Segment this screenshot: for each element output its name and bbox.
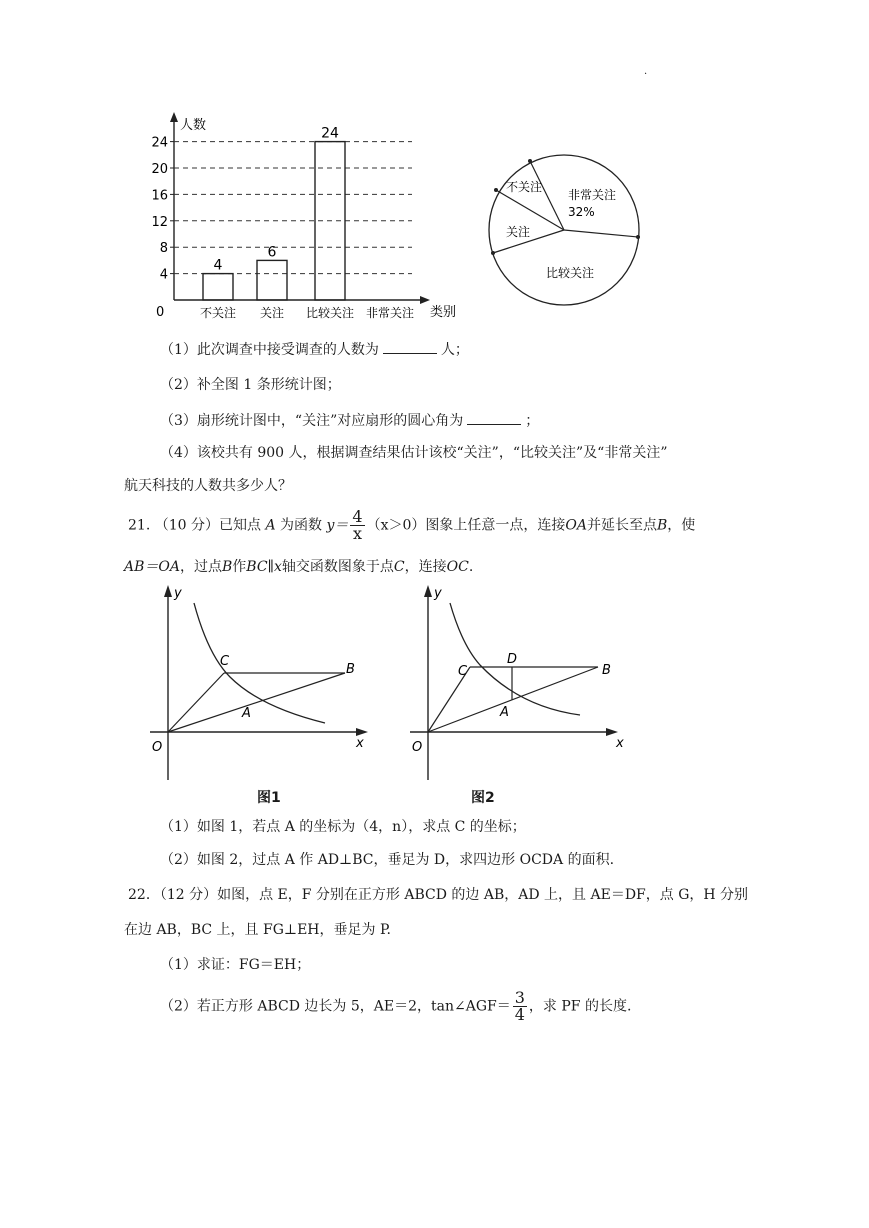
q21-math: C: [393, 559, 405, 575]
fraction-denominator: x: [352, 524, 362, 543]
pie-label-not-concerned: 不关注: [506, 180, 543, 194]
page-mark: .: [644, 66, 648, 77]
slice-point: [494, 188, 498, 192]
y-tick-label: 8: [159, 241, 168, 257]
q21-text: 并延长至点: [586, 517, 657, 534]
answer-blank[interactable]: [383, 339, 437, 354]
q21-text: 为函数: [280, 517, 323, 534]
q21-text: .: [468, 559, 474, 575]
bar-value-labels: [214, 126, 339, 274]
fraction-3-over-4: [513, 990, 527, 1023]
figure-1-caption: 图1: [257, 790, 281, 806]
y-label: y: [434, 586, 442, 601]
point-c-label: C: [220, 654, 230, 669]
q21-math: BC∥x: [246, 559, 282, 575]
y-axis-arrow: [424, 585, 432, 597]
hyperbola-curve: [194, 603, 325, 723]
grid-lines: [170, 142, 412, 274]
origin-o: O: [152, 740, 163, 755]
pie-label-fairly-concerned: 比较关注: [546, 266, 595, 280]
y-tick-label: 4: [159, 267, 168, 283]
bar-value-label: 24: [321, 125, 339, 142]
q22-sub1: （1）求证：FG＝EH；: [160, 957, 311, 973]
segment-ob: [428, 667, 598, 732]
q21-sub1: （1）如图 1，若点 A 的坐标为（4，n），求点 C 的坐标；: [160, 819, 526, 835]
y-tick-label: 20: [151, 162, 168, 177]
y-axis-arrow: [170, 112, 178, 122]
origin-label: 0: [156, 305, 165, 320]
slice-point: [636, 235, 640, 239]
point-b-label: B: [602, 663, 611, 678]
figure-1: [150, 585, 380, 785]
q21-line1: [128, 509, 695, 542]
pie-label-very-concerned: 非常关注: [568, 188, 617, 202]
q20-part2: （2）补全图 1 条形统计图；: [160, 377, 341, 393]
y-tick-label: 16: [151, 188, 168, 204]
fraction-4-over-x: [350, 509, 364, 542]
x-axis-label: 类别: [430, 305, 457, 320]
q21-text: ，使: [667, 517, 696, 534]
segment-ob: [168, 673, 345, 732]
category-label: 不关注: [199, 306, 237, 320]
y-axis-label: 人数: [180, 118, 207, 133]
q20-part1: [160, 339, 469, 360]
fraction-numerator: 4: [352, 507, 363, 526]
x-axis-arrow: [420, 296, 430, 304]
origin-o: O: [412, 740, 423, 755]
slice-divider: [564, 230, 638, 237]
bar: [257, 260, 287, 300]
y-tick-label: 12: [151, 214, 168, 230]
y-tick-labels: [151, 136, 168, 283]
category-label: 比较关注: [305, 306, 355, 320]
q21-text: ，过点: [180, 559, 222, 575]
q21-math: AB＝OA: [124, 559, 180, 575]
category-label: 关注: [259, 306, 285, 320]
q21-text: 轴交函数图象于点: [281, 559, 394, 575]
point-b: B: [656, 517, 668, 534]
q20-part1-text: （1）此次调查中接受调查的人数为: [160, 342, 379, 358]
answer-blank[interactable]: [467, 410, 521, 425]
q20-part3-text: （3）扇形统计图中，“关注”对应扇形的圆心角为: [160, 413, 464, 429]
figure-2: [410, 585, 640, 785]
fraction-denominator: 4: [514, 1005, 525, 1024]
point-d-label: D: [507, 652, 518, 667]
q21-line2: [124, 557, 473, 577]
category-label: 非常关注: [365, 306, 415, 320]
figure-2-caption: 图2: [471, 790, 495, 806]
x-axis-arrow: [606, 728, 618, 736]
q22-line1: 22．（12 分）如图，点 E，F 分别在正方形 ABCD 的边 AB，AD 上，且 AE＝DF，点 G，H 分别: [128, 887, 749, 903]
x-label: x: [616, 736, 624, 751]
q21-math: B: [222, 559, 233, 575]
fraction-numerator: 3: [514, 988, 525, 1007]
point-a: A: [265, 517, 276, 534]
q22-line2: 在边 AB，BC 上，且 FG⊥EH，垂足为 P.: [124, 922, 391, 938]
q20-part3-end: ；: [525, 413, 540, 429]
q22-sub2-text: （2）若正方形 ABCD 边长为 5，AE＝2，tan∠AGF＝: [160, 998, 511, 1015]
bar-value-label: 6: [267, 244, 277, 261]
category-labels: [200, 305, 414, 320]
q21-text: （10 分）已知点: [154, 517, 261, 534]
pie-label-percent: 32%: [568, 205, 595, 219]
function-y: y＝: [326, 517, 349, 534]
point-a-label: A: [500, 705, 509, 720]
q21-text: ，连接: [404, 559, 447, 575]
slice-point: [491, 251, 495, 255]
q22-sub2: [160, 990, 631, 1023]
q21-text: （x＞0）图象上任意一点，连接: [366, 517, 566, 534]
point-b-label: B: [346, 662, 355, 677]
q22-sub2-end: ，求 PF 的长度.: [528, 998, 632, 1015]
segment-oa: OA: [565, 517, 587, 534]
q20-part4-line2: 航天科技的人数共多少人？: [124, 478, 292, 494]
x-axis-arrow: [356, 728, 368, 736]
x-label: x: [356, 736, 364, 751]
pie-label-concerned: 关注: [506, 225, 531, 239]
question-number: 21.: [128, 517, 151, 534]
q21-sub2: （2）如图 2，过点 A 作 AD⊥BC，垂足为 D，求四边形 OCDA 的面积.: [160, 852, 615, 868]
q20-part1-unit: 人；: [440, 342, 469, 358]
pie-chart: [486, 152, 646, 312]
slice-point: [528, 159, 532, 163]
bar: [203, 274, 233, 300]
bar-value-label: 4: [213, 257, 223, 274]
point-a-label: A: [242, 706, 251, 721]
q21-text: 作: [232, 559, 247, 575]
q20-part4-line1: （4）该校共有 900 人，根据调查结果估计该校“关注”，“比较关注”及“非常关注”: [160, 445, 668, 461]
y-axis-arrow: [164, 585, 172, 597]
bar-chart: [140, 112, 470, 324]
point-c-label: C: [458, 664, 468, 679]
q21-math: OC: [446, 559, 469, 575]
y-tick-label: 24: [151, 135, 168, 151]
q20-part3: [160, 410, 539, 431]
y-label: y: [174, 586, 182, 601]
